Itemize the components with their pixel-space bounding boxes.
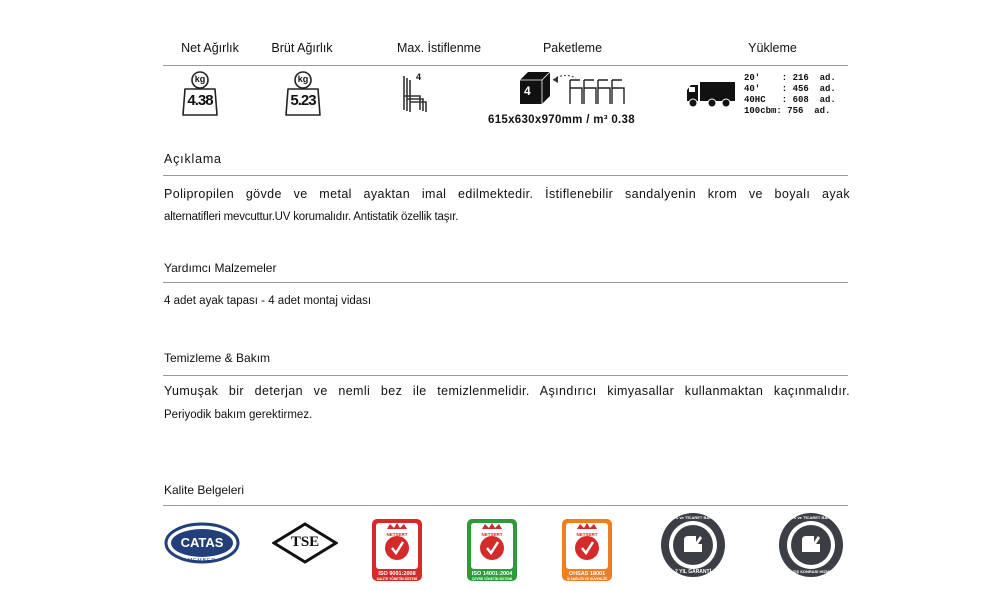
after-sales-ministry-text: GÜMRÜK ve TİCARET BAKANLIĞI <box>778 515 844 520</box>
quality-title: Kalite Belgeleri <box>164 483 245 497</box>
loading-row: 40' : 456 ad. <box>744 84 836 94</box>
package-count: 4 <box>524 84 531 98</box>
iso14001-brand: NETSERT <box>481 532 503 537</box>
tse-text: TSE <box>290 534 320 550</box>
packaging-icon <box>518 70 626 106</box>
stacking-value: 4 <box>416 72 422 82</box>
iso14001-badge <box>467 519 517 581</box>
description-divider <box>163 175 848 176</box>
tse-logo <box>272 522 338 564</box>
ohsas-brand: NETSERT <box>576 532 598 537</box>
net-weight-value: 4.38 <box>187 92 213 109</box>
iso9001-label: ISO 9001:2008 <box>378 571 416 577</box>
description-line-2: alternatifleri mevcuttur.UV korumalıdır. Antistatik özellik taşır. <box>164 211 459 223</box>
header-packaging: Paketleme <box>542 41 603 55</box>
after-sales-seal <box>778 512 844 578</box>
gross-weight-icon <box>284 70 322 116</box>
iso14001-sub: ÇEVRE YÖNETİM SİSTEMİ <box>472 577 512 581</box>
catas-text: CATAS <box>180 535 224 550</box>
accessories-divider <box>163 282 848 283</box>
after-sales-text: SATIŞ SONRASI HİZMET <box>787 569 835 574</box>
net-weight-icon <box>181 70 219 116</box>
description-title: Açıklama <box>164 152 222 166</box>
header-loading: Yükleme <box>748 41 797 55</box>
care-title: Temizleme & Bakım <box>164 351 271 365</box>
header-gross-weight: Brüt Ağırlık <box>271 41 333 55</box>
gross-weight-unit: kg <box>297 74 309 84</box>
loading-row: 40HC : 608 ad. <box>744 95 836 105</box>
iso9001-sub: KALİTE YÖNETİM SİSTEMİ <box>376 577 418 581</box>
loading-row: 100cbm: 756 ad. <box>744 106 831 116</box>
header-net-weight: Net Ağırlık <box>181 41 239 55</box>
catas-member-text: MEMBER <box>188 558 216 564</box>
loading-capacity-list <box>744 73 836 117</box>
warranty-seal <box>660 512 726 578</box>
iso9001-brand: NETSERT <box>386 532 408 537</box>
care-line-1: Yumuşak bir deterjan ve nemli bez ile temizlenmelidir. Aşındırıcı kimyasallar kullanmaktan kaçınmalıdır. <box>164 384 850 398</box>
care-line-2: Periyodik bakım gerektirmez. <box>164 409 313 421</box>
header-max-stacking: Max. İstiflenme <box>396 41 482 55</box>
loading-row: 20' : 216 ad. <box>744 73 836 83</box>
iso14001-label: ISO 14001:2004 <box>471 571 513 577</box>
truck-icon <box>686 80 736 108</box>
description-line-1: Polipropilen gövde ve metal ayaktan imal edilmektedir. İstiflenebilir sandalyenin krom ve boyalı ayak <box>164 187 850 201</box>
accessories-title: Yardımcı Malzemeler <box>164 261 277 275</box>
net-weight-unit: kg <box>194 74 206 84</box>
ohsas-label: OHSAS 18001 <box>568 571 606 577</box>
warranty-ministry-text: GÜMRÜK ve TİCARET BAKANLIĞI <box>660 515 726 520</box>
quality-divider <box>163 505 848 506</box>
header-divider <box>163 65 848 66</box>
iso9001-badge <box>372 519 422 581</box>
accessories-text: 4 adet ayak tapası - 4 adet montaj vidası <box>164 295 372 307</box>
gross-weight-value: 5.23 <box>290 92 316 109</box>
ohsas-badge <box>562 519 612 581</box>
care-divider <box>163 375 848 376</box>
catas-logo <box>164 522 240 566</box>
package-dimensions: 615x630x970mm / m³ 0.38 <box>488 114 635 126</box>
warranty-text: 2 YIL GARANTİ <box>675 569 711 575</box>
stacked-chairs-icon <box>398 72 438 114</box>
ohsas-sub: İŞ SAĞLIĞI VE GÜVENLİĞİ <box>566 577 608 581</box>
